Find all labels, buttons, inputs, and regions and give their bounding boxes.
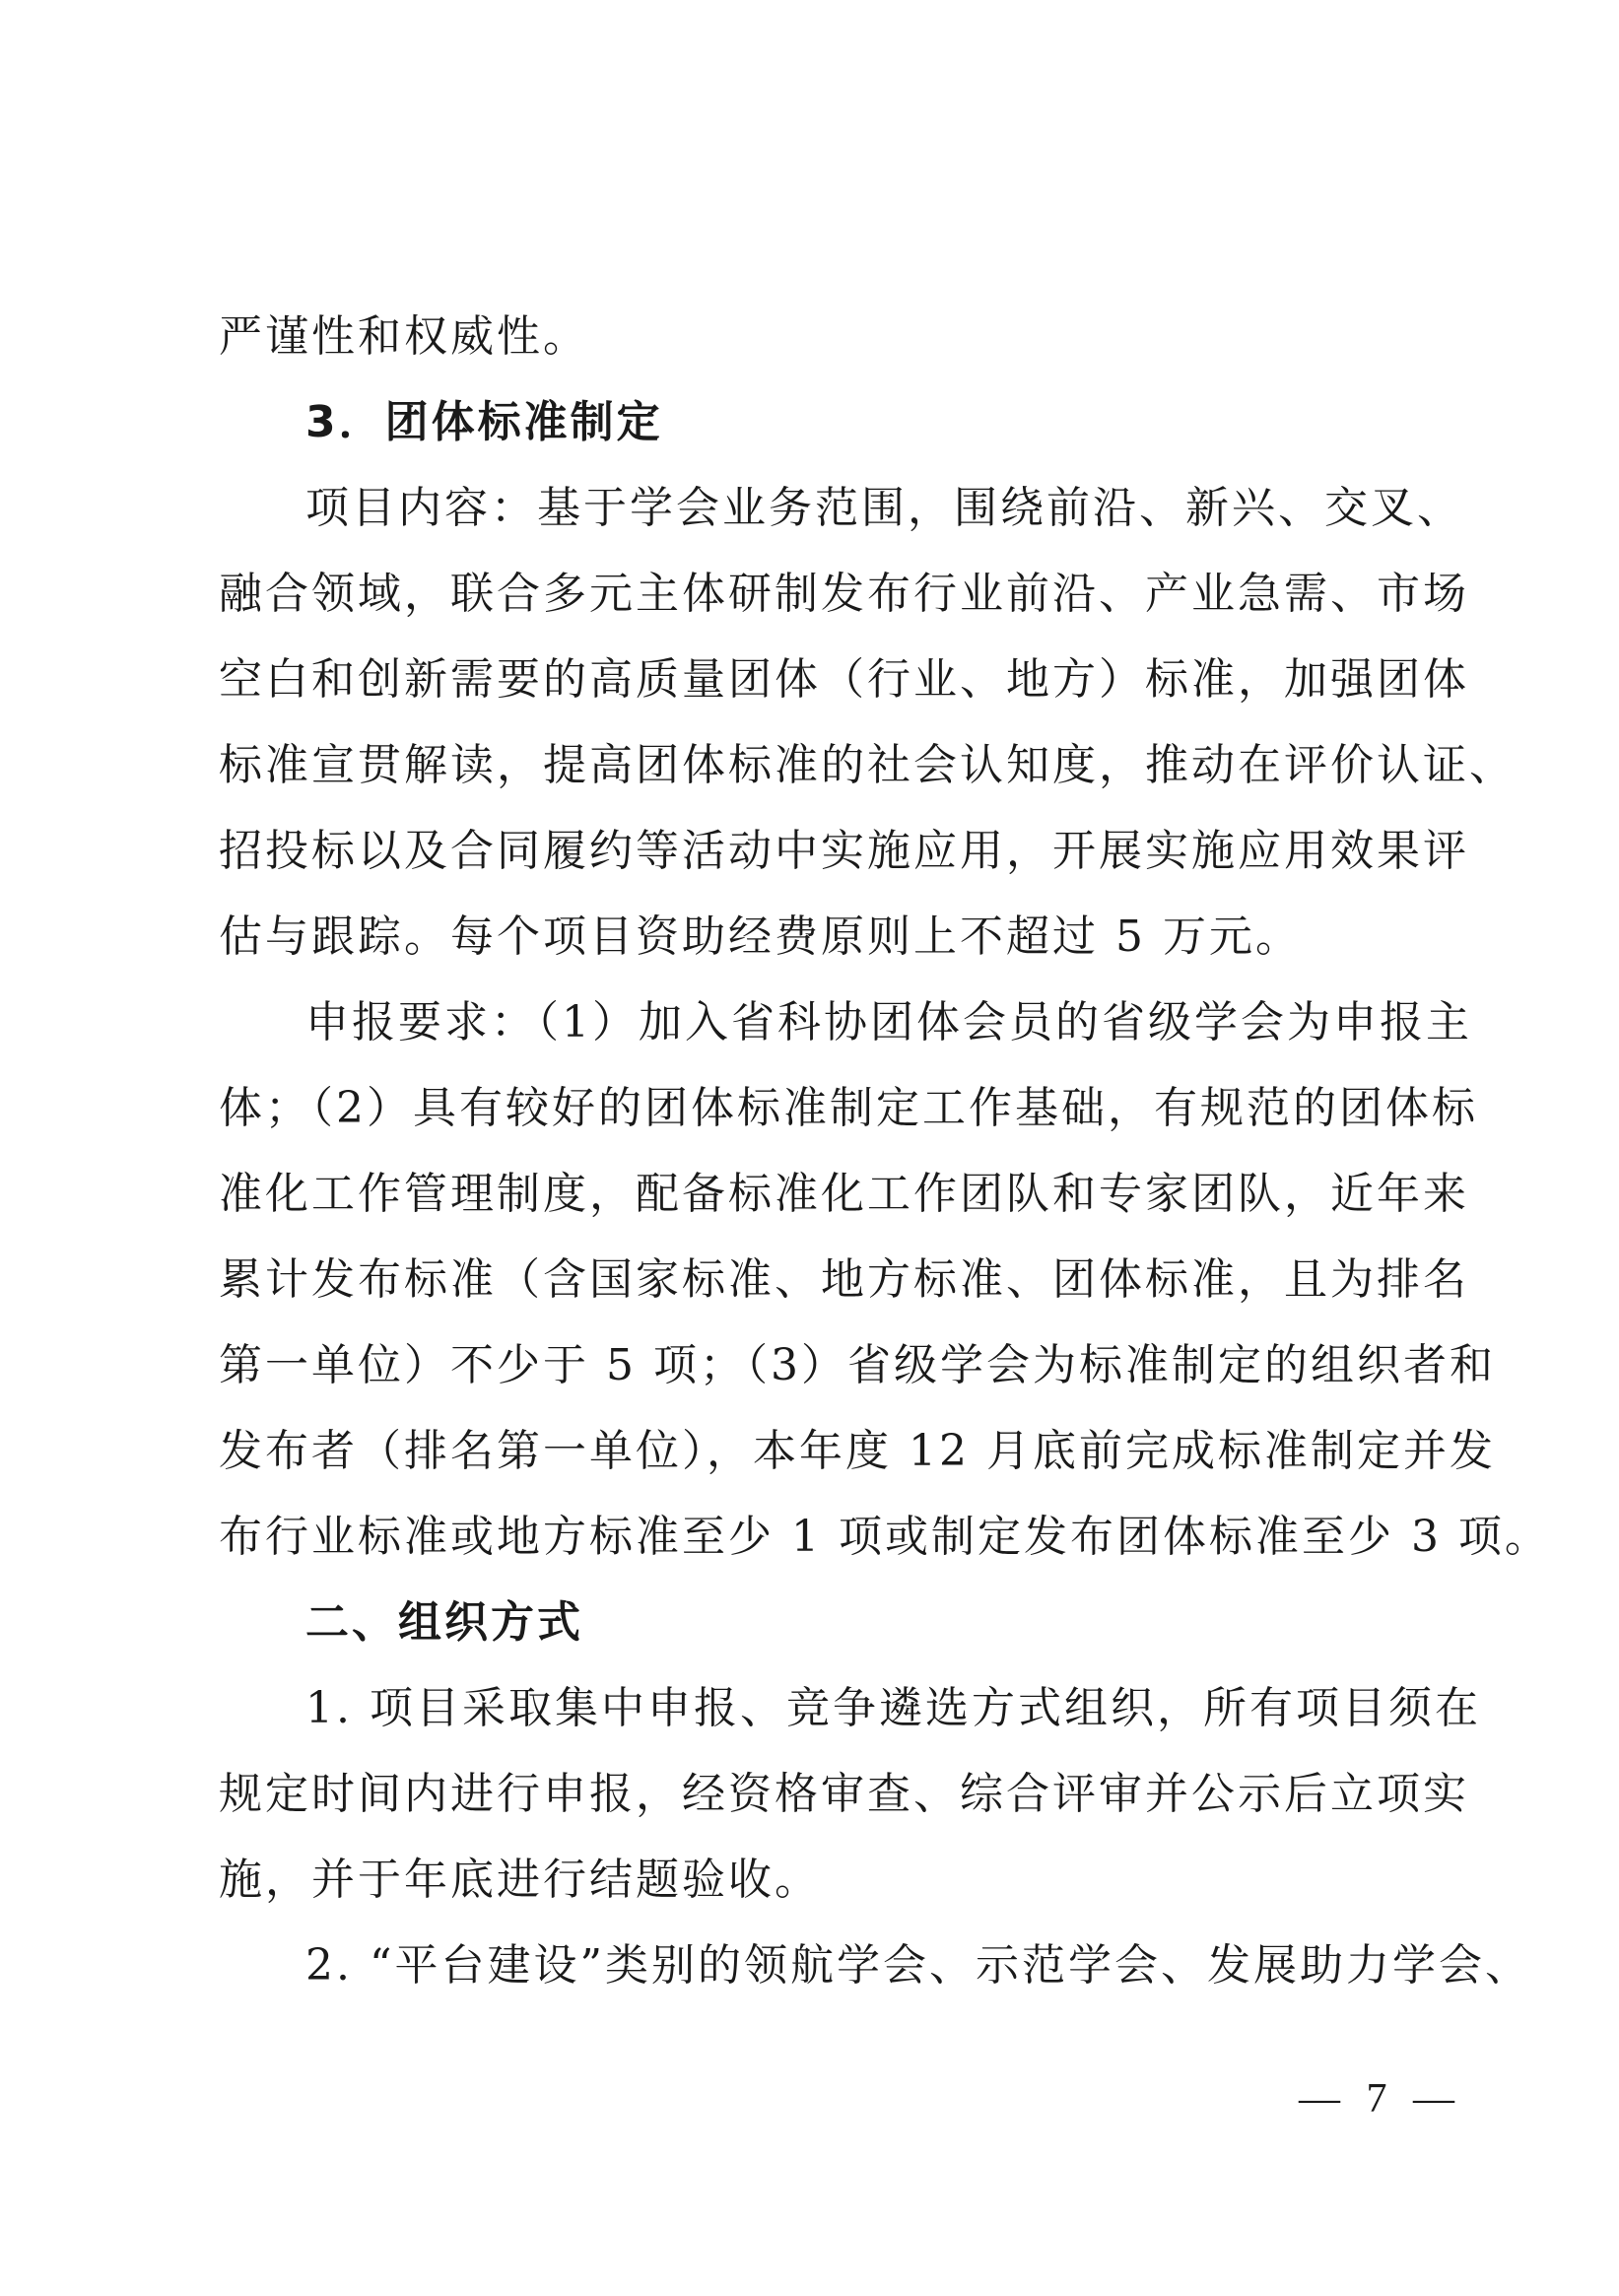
section-heading-organization: 二、组织方式 bbox=[305, 1597, 583, 1648]
page-number: — 7 — bbox=[1299, 2076, 1462, 2122]
paragraph-line: 体；（2）具有较好的团体标准制定工作基础，有规范的团体标 bbox=[219, 1083, 1478, 1133]
paragraph-line: 1. 项目采取集中申报、竞争遴选方式组织，所有项目须在 bbox=[305, 1683, 1481, 1733]
paragraph-line: 施，并于年底进行结题验收。 bbox=[219, 1855, 821, 1905]
paragraph-line: 项目内容：基于学会业务范围，围绕前沿、新兴、交叉、 bbox=[305, 483, 1463, 533]
paragraph-line: 2. “平台建设”类别的领航学会、示范学会、发展助力学会、 bbox=[305, 1940, 1531, 1991]
paragraph-line: 布行业标准或地方标准至少 1 项或制定发布团体标准至少 3 项。 bbox=[219, 1512, 1551, 1562]
paragraph-line: 招投标以及合同履约等活动中实施应用，开展实施应用效果评 bbox=[219, 826, 1469, 876]
paragraph-line: 规定时间内进行申报，经资格审查、综合评审并公示后立项实 bbox=[219, 1769, 1469, 1819]
paragraph-line: 严谨性和权威性。 bbox=[219, 311, 589, 362]
paragraph-line: 标准宣贯解读，提高团体标准的社会认知度，推动在评价认证、 bbox=[219, 740, 1516, 790]
body-text bbox=[219, 294, 1551, 2008]
paragraph-line: 第一单位）不少于 5 项；（3）省级学会为标准制定的组织者和 bbox=[219, 1340, 1496, 1390]
paragraph-line: 累计发布标准（含国家标准、地方标准、团体标准，且为排名 bbox=[219, 1254, 1469, 1305]
paragraph-line: 准化工作管理制度，配备标准化工作团队和专家团队，近年来 bbox=[219, 1169, 1469, 1219]
paragraph-line: 融合领域，联合多元主体研制发布行业前沿、产业急需、市场 bbox=[219, 569, 1469, 619]
paragraph-line: 发布者（排名第一单位），本年度 12 月底前完成标准制定并发 bbox=[219, 1426, 1496, 1476]
paragraph-line: 空白和创新需要的高质量团体（行业、地方）标准，加强团体 bbox=[219, 654, 1469, 705]
section-heading-group-standard: 3．团体标准制定 bbox=[305, 397, 663, 447]
paragraph-line: 申报要求：（1）加入省科协团体会员的省级学会为申报主 bbox=[305, 997, 1472, 1047]
paragraph-line: 估与跟踪。每个项目资助经费原则上不超过 5 万元。 bbox=[219, 912, 1302, 962]
